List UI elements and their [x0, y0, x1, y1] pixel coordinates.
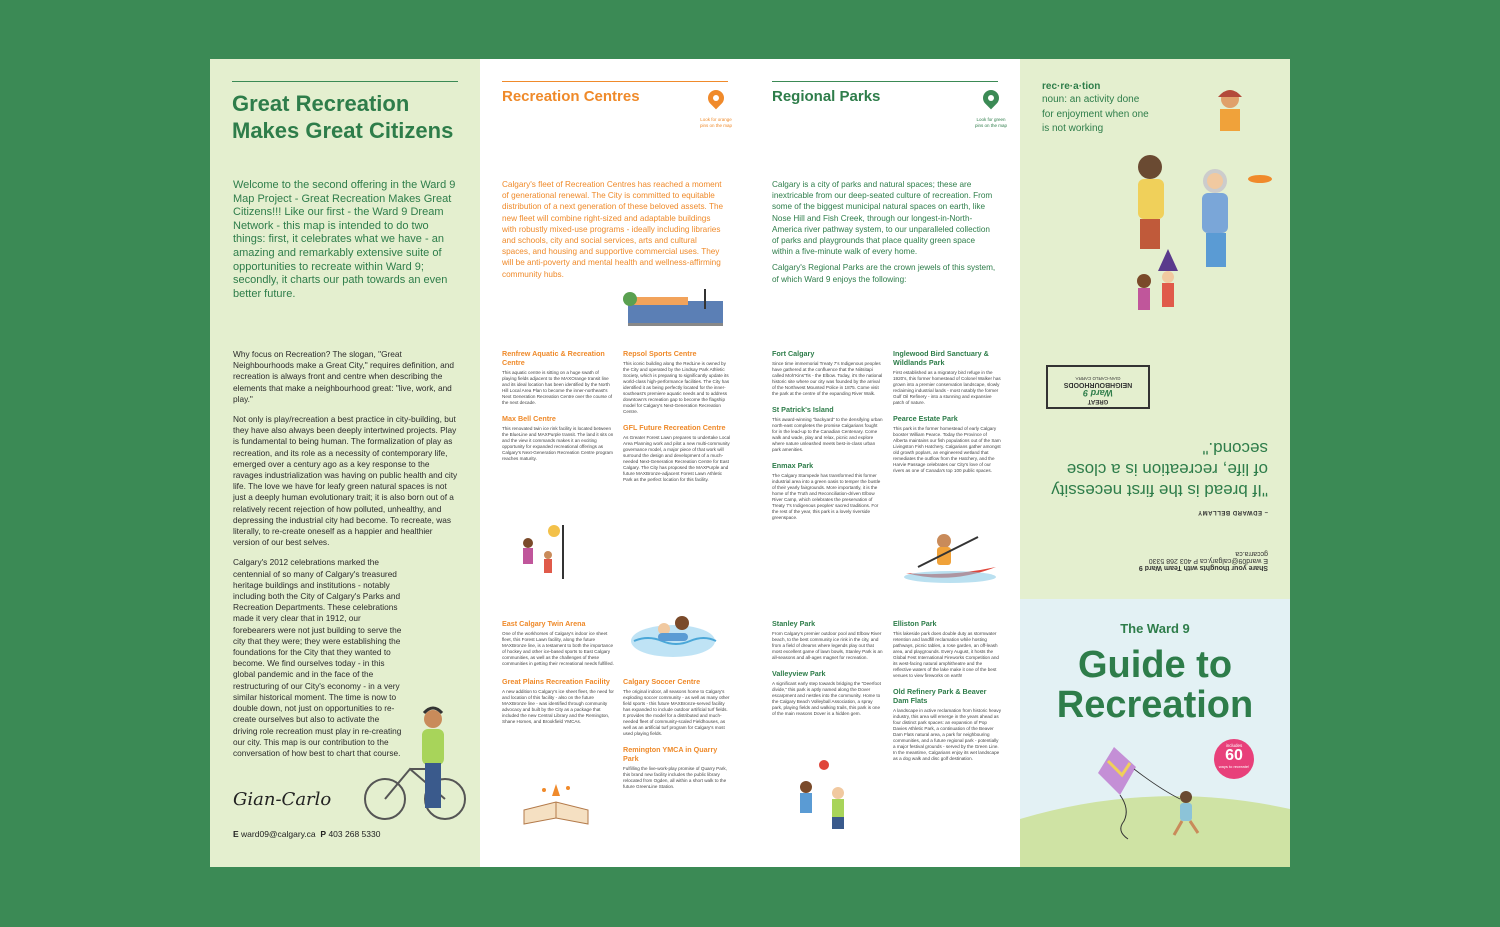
- entry-title: St Patrick's Island: [772, 405, 834, 414]
- entry-title: Great Plains Recreation Facility: [502, 677, 610, 686]
- contact-line: [233, 829, 380, 839]
- quote: "If bread is the first necessity of life, recreation is a close second.": [1051, 439, 1268, 500]
- entry-text: This lakeside park does double duty as stormwater retention and landfill reclamation while hosting pathways, picnic tables, a rose garden, an off-leash area, and playgrounds. Every August, it hosts the Global Fest International Fireworks Competition and its west-facing natural amphitheatre and the reflective waters of the lake make it one of the best venues to view fireworks on earth!: [893, 631, 999, 678]
- logo-line: GREAT: [1087, 398, 1109, 404]
- intro-paragraph: Calgary's Regional Parks are the crown jewels of this system, of which Ward 9 enjoys the following:: [772, 263, 996, 284]
- divider: [502, 81, 728, 82]
- entry-text: This award-winning "backyard" to the densifying urban north-east completes the promise Calgarians fought for in the lead-up to the Canadian Centenary. Come walk and wade, play and relax, picnic and explore where nature unleashed meets best-in-class urban park amenities.: [772, 417, 883, 452]
- pin-note: Look for orange pins on the map: [699, 117, 733, 128]
- swimmer-illustration: [628, 607, 718, 669]
- phone-label: P: [320, 829, 327, 839]
- panel-regional-parks: [750, 59, 1020, 867]
- column-right: [623, 349, 731, 483]
- quote-author: – EDWARD BELLAMY: [1197, 509, 1268, 515]
- panel-cover: [1020, 59, 1290, 867]
- logo-line: NEIGHBOURHOODS: [1063, 381, 1133, 388]
- email-label: E: [233, 829, 239, 839]
- email-link[interactable]: ward09@calgary.ca: [241, 829, 316, 839]
- definition-word: rec·re·a·tion: [1042, 81, 1101, 92]
- entry-text: A landscape in active reclamation from historic heavy industry, this area will emerge in the years ahead as four distinct park spaces: an expansion of Pop Davies Athletic Park, a continuation of the Beaver Dam Flats natural area, a park for neighbouring communities, and a future regional park - potentially a major festival grounds - served by the Green Line. In the meantime, Calgarians enjoy its wet landscape as a dog walk and disc golf destination.: [893, 708, 1002, 761]
- column-left-lower: [502, 619, 614, 725]
- contact-line[interactable]: E ward09@calgary.ca P 403 268 5330: [1148, 557, 1268, 564]
- intro-paragraph: Calgary is a city of parks and natural spaces; these are inextricable from our deep-seated culture of recreation. From some of the biggest municipal natural spaces on earth, like Nose Hill and Fish Creek, through our longest-in-North-America river pathway system, to our unparalleled collection of parks and playgrounds that place quality green space within a five-minute walk of every home.: [772, 180, 993, 257]
- column-left: [772, 349, 884, 521]
- column-right: [893, 349, 1001, 474]
- column-right-lower: [623, 677, 731, 790]
- page-title: Great Recreation Makes Great Citizens: [232, 91, 454, 143]
- entry-title: Enmax Park: [772, 461, 814, 470]
- back-cover-rotated: [1042, 349, 1268, 579]
- entry-title: Inglewood Bird Sanctuary & Wildlands Park: [893, 349, 989, 367]
- phone-number: 403 268 5330: [328, 829, 381, 839]
- body-paragraph: Not only is play/recreation a best practice in city-building, but they have also always been deeply intertwined projects. Play is fundamental to being human. The formalization of play as recreation, and its role as a necessity of contemporary life, emerged over a century ago as a key response to the ravages industrialization was having on public health and city life. The love we have for leafy green natural spaces is not just a deeply human evolutionary trait; it is also born out of a relatively recent rejection of how polluted, unhealthy, and depressing the industrial city had become. To recreate, was literally, to re-create oneself as a happier and healthier version of our best selves.: [233, 414, 458, 548]
- cover-title-line: Recreation: [1056, 684, 1254, 726]
- entry-title: Valleyview Park: [772, 669, 826, 678]
- brochure-spread: [210, 59, 1290, 867]
- cover-title-line: Guide to: [1077, 644, 1233, 686]
- divider: [772, 81, 998, 82]
- tetherball-illustration: [510, 521, 590, 581]
- contact-heading: Share your thoughts with Team Ward 9: [1138, 564, 1268, 571]
- entry-title: East Calgary Twin Arena: [502, 619, 586, 628]
- entry-text: This aquatic centre is sitting on a huge swath of playing fields adjacent to the MAXOrange transit line and its ideal location has been identified by the North Hill Local Area Plan to become the inner-northeast's Next Generation Recreation Centre over the course of the next decade.: [502, 370, 613, 405]
- entry-title: Elliston Park: [893, 619, 937, 628]
- entry-text: One of the workhorses of Calgary's indoor ice sheet fleet, this Forest Lawn facility, along the future MAXBronze line, is a testament to both the importance of hockey and other ice-based sports to East Calgary communities, as well as the challenges of these communities in getting their recreational needs fulfilled.: [502, 631, 614, 666]
- signature: Gian-Carlo: [233, 789, 332, 810]
- entry-text: First established as a migratory bird refuge in the 1920's, this former homestead of Colonel Walker has grown into a premier conservation landscape, slowly reclaiming industrial lands - most notably the former Gulf Oil Refinery - into a stunning and expansive patch of nature.: [893, 370, 1001, 405]
- entry-text: From Calgary's premier outdoor pool and Elbow River beach, to the best community ice rink in the city, and from a field of dreams where legends play out that most excellent game of lawn bowls, Stanley Park is an all-seasons and all-ages magnet for recreation.: [772, 631, 883, 660]
- entry-title: Remington YMCA in Quarry Park: [623, 745, 718, 763]
- cyclist-illustration: [360, 699, 470, 824]
- column-left-lower: [772, 619, 884, 717]
- body-paragraph: Calgary's 2012 celebrations marked the centennial of so many of Calgary's treasured heritage buildings and institutions - notably including both the City of Calgary's Parks and Recreation Departments. These celebrations made it very clear that in 1912, our forebearers were not just building to serve the city that they were; they were establishing the foundations for the City that they wanted to become. We find ourselves today - in this global pandemic and in the face of the restructuring of our City's economy - in a very similar historical moment. The time is now to double down, not just on opportunities to re-create ourselves but also to activate the driving role recreation must play in re-creating our city. This map is our contribution to the conversation of how best to chart that course.: [233, 557, 402, 758]
- entry-title: Calgary Soccer Centre: [623, 677, 701, 686]
- intro-paragraph: Welcome to the second offering in the Ward 9 Map Project - Great Recreation Makes Great Citizens!!! Like our first - the Ward 9 Dream Network - this map is intended to do two things: first, it celebrates what we have - an amazing and remarkably extensive suite of opportunities to recreate within Ward 9; secondly, it charts our path towards an even better future.: [233, 179, 456, 300]
- kayaker-illustration: [900, 527, 1000, 587]
- entry-text: A significant early step towards bridging the "Deerfoot divide," this park is aptly named along the Dover escarpment and nestles into the community. Home to the Calgary Beach Volleyball Association, a spray park, playing fields and walking trails, this park is one of the main reasons Dover is a hidden gem.: [772, 681, 881, 716]
- badge-number: 60: [1225, 747, 1243, 764]
- entry-text: This renovated twin ice rink facility is located between the BlueLine and MAXPurple transit. The land it sits on and the view it commands makes it an exciting opportunity for expanded recreational offerings as Calgary's Next-Generation Recreation Centre program reaches maturity.: [502, 426, 614, 461]
- entry-text: The original indoor, all seasons home to Calgary's exploding soccer community - as well as many other field sports - this future MAXBronze-served facility has expanded to include outdoor artificial turf fields. It provides the model for a distributed and much-needed fleet of community-scaled Fieldhouses, as well as an artificial turf program for Calgary's most used playing fields.: [623, 689, 730, 736]
- entry-text: This park is the former homestead of early Calgary booster William Pearce. Today the Province of Alberta maintains our fish populations out of the Sam Livingston Fish Hatchery. Calgarians gather amongst old growth poplars, an engineered wetland that remediates the outflow from the Hatchery, and the Harvie Passage celebrates our City's love of our rivers as one of Canada's top 100 public spaces.: [893, 426, 1001, 473]
- entry-title: Renfrew Aquatic & Recreation Centre: [502, 349, 605, 367]
- entry-title: Stanley Park: [772, 619, 816, 628]
- section-title: Regional Parks: [772, 88, 881, 105]
- body-column: [233, 349, 461, 759]
- website-link[interactable]: gccarra.ca: [1235, 550, 1268, 557]
- definition-text: noun: an activity done for enjoyment when one is not working: [1042, 94, 1149, 134]
- entry-title: Fort Calgary: [772, 349, 815, 358]
- entry-text: Fulfilling the live-work-play promise of Quarry Park, this brand new facility includes the public library relocated from Ogden, all within a short walk to the future GreenLine Station.: [623, 766, 727, 789]
- front-cover: [1020, 599, 1290, 867]
- column-left: [502, 349, 614, 462]
- entry-title: GFL Future Recreation Centre: [623, 423, 726, 432]
- entry-title: Repsol Sports Centre: [623, 349, 697, 358]
- entry-title: Pearce Estate Park: [893, 414, 958, 423]
- panel-intro: [210, 59, 480, 867]
- panel-recreation-centres: [480, 59, 750, 867]
- entry-text: Since time immemorial Treaty 7's Indigenous peoples have gathered at the confluence that the Niitsitapi called Moh'Kins'Tis - the Elbow. Today, it's the national historic site where our city was founded by the arrival of the Northwest Mounted Police in 1875. Come visit the park at the centre of the expanding River Walk.: [772, 361, 883, 396]
- entry-title: Max Bell Centre: [502, 414, 556, 423]
- intro-block: [772, 179, 997, 285]
- contact-block: [1042, 550, 1268, 571]
- entry-text: This iconic building along the RedLine is owned by the City and operated by the Lindsay Park Athletic Society, which is preparing to significantly update its world-class high-performance facilities. The City has identified it as being perfectly located for the inner-southeast's premiere aquatic needs and to address downtown's recreation gap to become the flagship model for Calgary's Next-Generation Recreation Centre.: [623, 361, 730, 414]
- cover-kicker: The Ward 9: [1120, 621, 1190, 636]
- recreation-centre-illustration: [620, 287, 730, 327]
- column-right-lower: [893, 619, 1001, 762]
- logo-line: GIAN-CARLO CARRA: [1075, 376, 1121, 381]
- pin-note: Look for green pins on the map: [974, 117, 1008, 128]
- great-neighbourhoods-logo: [1046, 365, 1150, 409]
- volleyball-illustration: [780, 759, 870, 837]
- entry-text: As Greater Forest Lawn prepares to undertake Local Area Planning work and pilot a new multi-community governance model, a major piece of that work will surround the design and development of a much-needed Next-Generation Recreation Centre for East Calgary. The City has proposed the MAXPurple and future MAXBronze-adjacent Forest Lawn Athletic Park as the perfect location for this facility.: [623, 435, 731, 482]
- entry-title: Old Refinery Park & Beaver Dam Flats: [893, 687, 987, 705]
- body-paragraph: Why focus on Recreation? The slogan, "Great Neighbourhoods make a Great City," requires definition, and recreation is always front and centre when describing the elements that make a neighbourhood great: "live, work, and play.": [233, 349, 454, 404]
- intro-paragraph: Calgary's fleet of Recreation Centres has reached a moment of generational renewal. The City is committed to equitable distribution of a next generation of these beloved assets. The new fleet will combine right-sized and adaptable buildings with robustly mixed-use programs - ideally including libraries and schools, city and social services, arts and cultural spaces, and housing and supportive commercial uses. They will be anti-poverty and mental health and wellness-affirming community hubs.: [502, 180, 724, 279]
- entry-text: The Calgary Stampede has transformed this former industrial area into a green oasis to temper the bustle of their yearly fairgrounds. More importantly, it is the home of the Truth and Reconciliation-driven Elbow River Camp, which celebrates the preservation of Treaty 7's Indigenous peoples' sacred traditions. For the rest of the year, this park is a lovely riverside greenspace.: [772, 473, 881, 520]
- cover-title: [1020, 645, 1290, 725]
- section-title: Recreation Centres: [502, 88, 640, 105]
- kite-scene-illustration: [1020, 739, 1290, 867]
- badge-text: includes: [1225, 743, 1243, 748]
- divider: [232, 81, 458, 82]
- people-illustration: [1120, 81, 1280, 326]
- entry-text: A new addition to Calgary's ice sheet fleet, the need for and location of this facility - also on the future MAXBronze line - was identified through community advocacy and built by the City as a package that included the new Central Library and the Remington, Shane Homes, and Brookfield YMCAs.: [502, 689, 614, 724]
- book-illustration: [516, 774, 596, 834]
- badge-text: ways to recreate!: [1218, 764, 1250, 769]
- logo-line: Ward 9: [1083, 388, 1113, 398]
